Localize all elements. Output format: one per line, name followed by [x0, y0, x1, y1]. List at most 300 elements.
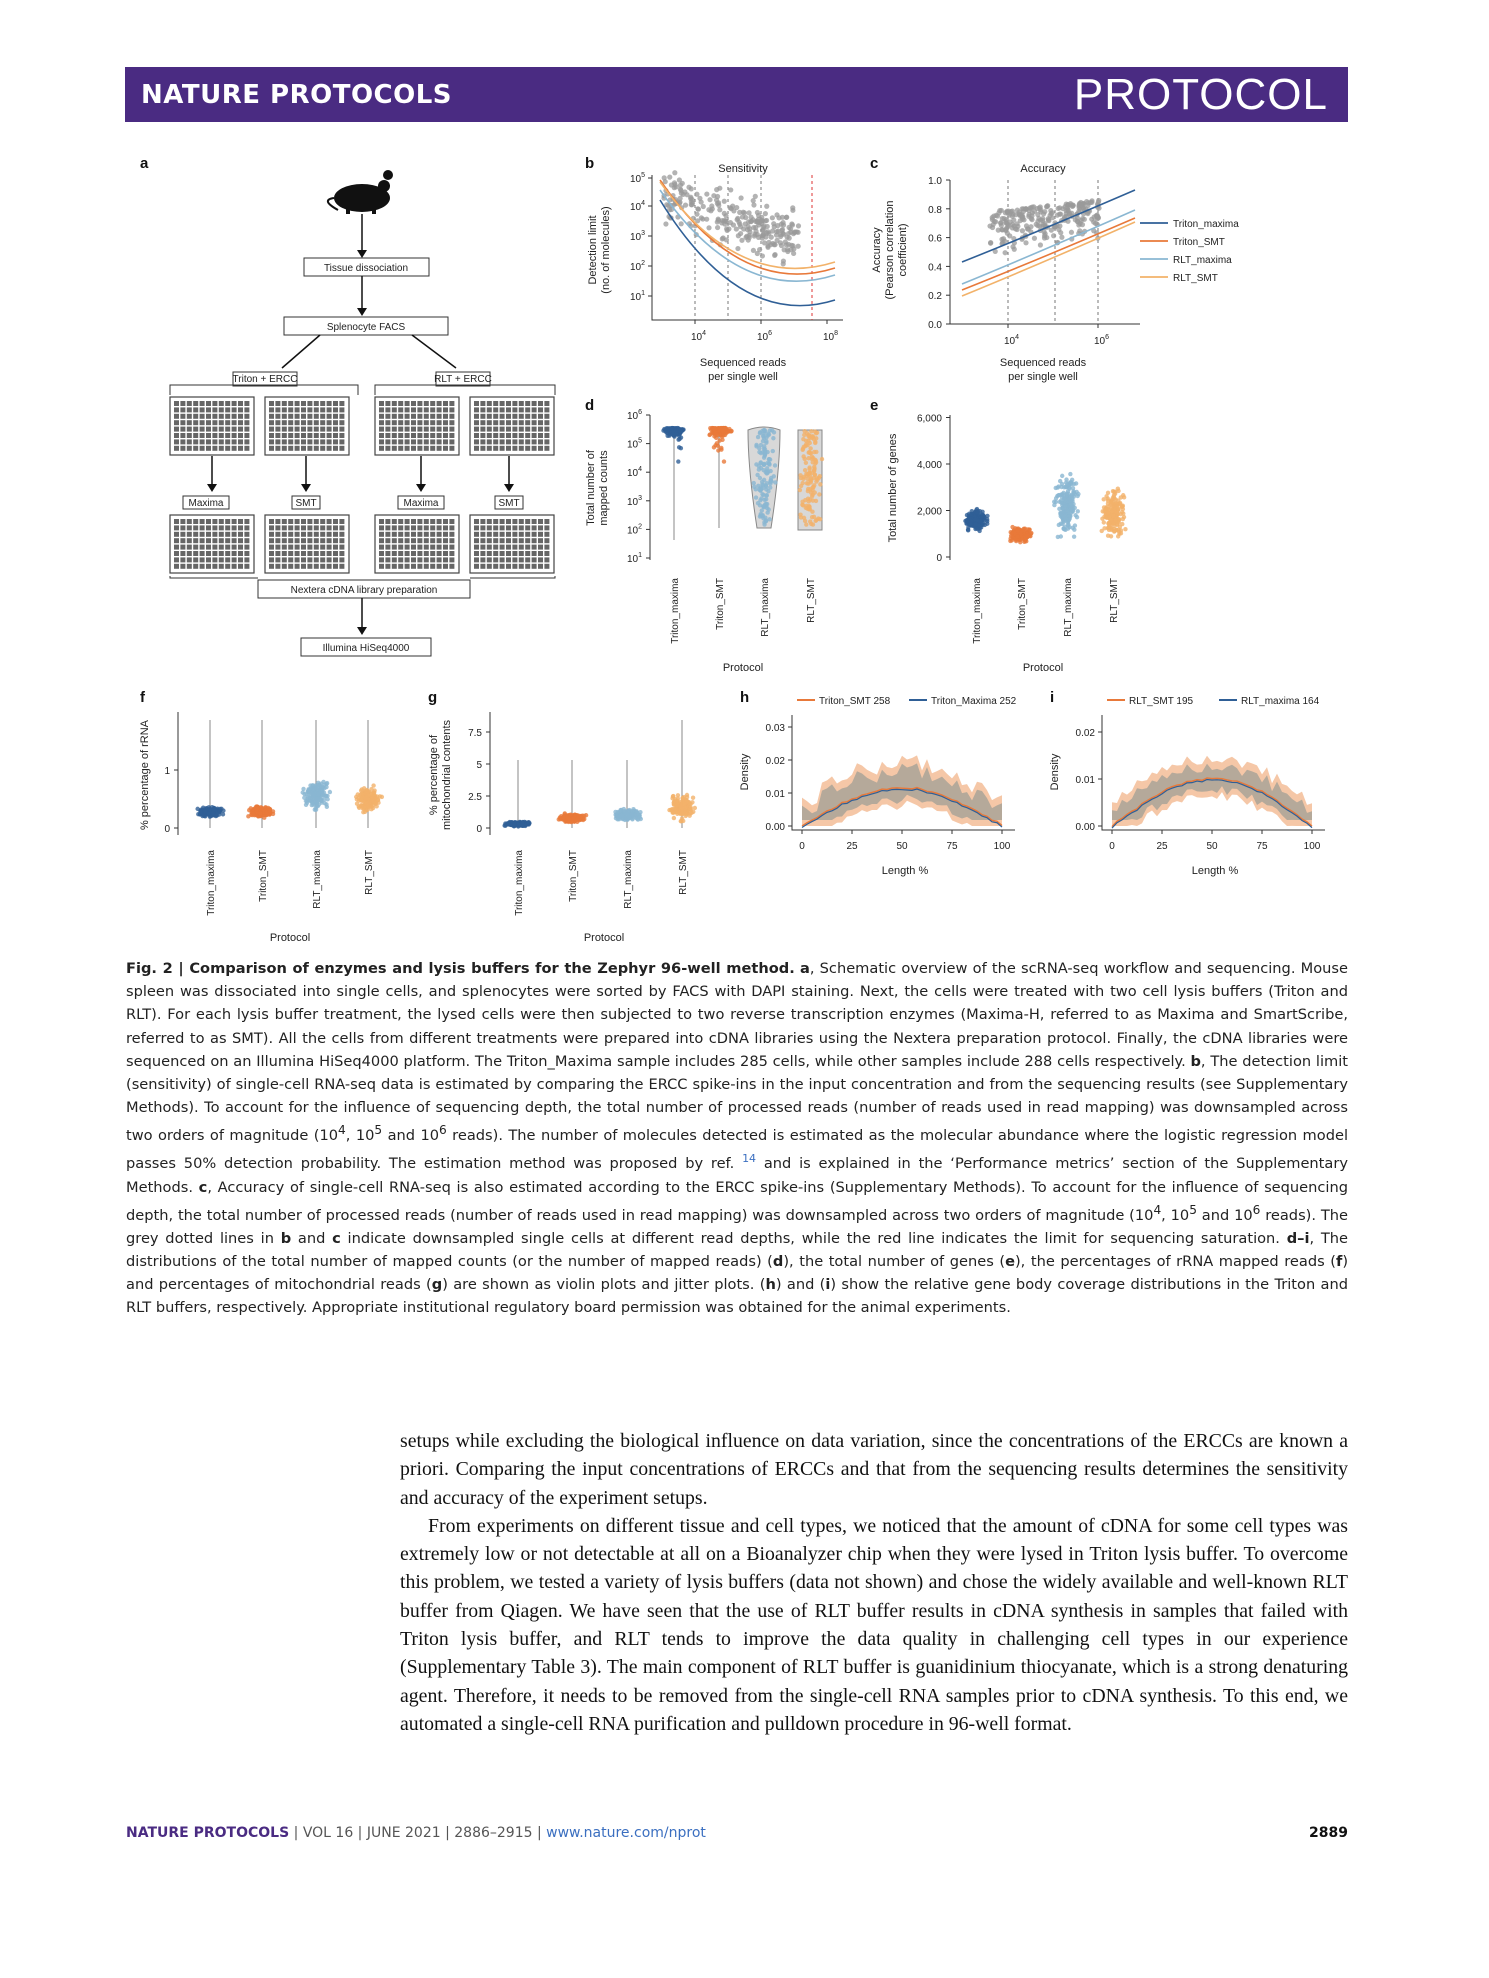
- plate-well: [405, 401, 410, 406]
- plate-well: [339, 525, 344, 530]
- plate-well: [269, 414, 274, 419]
- data-point: [734, 205, 739, 210]
- y-tick-label: $10^6$: [626, 409, 642, 422]
- plate-well: [443, 439, 448, 444]
- plate-well: [405, 545, 410, 550]
- plate-well: [506, 414, 511, 419]
- data-point: [738, 195, 743, 200]
- data-point: [1069, 509, 1073, 513]
- plate-well: [480, 564, 485, 569]
- plate-well: [443, 545, 448, 550]
- plate-well: [187, 532, 192, 537]
- section-label: PROTOCOL: [1073, 70, 1328, 119]
- plate-well: [339, 545, 344, 550]
- y-tick-label: 0.8: [928, 204, 942, 216]
- plate-well: [282, 525, 287, 530]
- plate-well: [314, 420, 319, 425]
- plate-well: [398, 401, 403, 406]
- plate-well: [200, 545, 205, 550]
- plate-well: [544, 433, 549, 438]
- plate-well: [225, 420, 230, 425]
- plate-well: [538, 519, 543, 524]
- plate-well: [288, 564, 293, 569]
- data-point: [512, 822, 516, 826]
- plate-well: [480, 551, 485, 556]
- plate-well: [275, 551, 280, 556]
- data-point: [767, 462, 771, 466]
- plate-well: [493, 427, 498, 432]
- data-point: [561, 815, 565, 819]
- x-tick-label: $10^4$: [691, 330, 707, 343]
- plate-well: [193, 564, 198, 569]
- data-point: [672, 816, 676, 820]
- panel-c-ylabel-2: (Pearson correlation: [884, 200, 896, 300]
- plate-well: [320, 427, 325, 432]
- data-point: [679, 221, 684, 226]
- plate-well: [339, 407, 344, 412]
- plate-well: [512, 538, 517, 543]
- plate-well: [200, 401, 205, 406]
- plate-well: [385, 420, 390, 425]
- data-point: [762, 462, 766, 466]
- data-point: [808, 478, 812, 482]
- data-point: [1061, 491, 1065, 495]
- plate-well: [424, 420, 429, 425]
- data-point: [768, 485, 772, 489]
- y-tick-label: $10^2$: [626, 523, 642, 537]
- plate-well: [405, 538, 410, 543]
- plate-well: [405, 433, 410, 438]
- plate-well: [301, 407, 306, 412]
- data-point: [311, 787, 315, 791]
- plate-well: [307, 407, 312, 412]
- data-point: [1080, 201, 1085, 206]
- plate-well: [500, 439, 505, 444]
- data-point: [761, 513, 765, 517]
- plate-well: [449, 525, 454, 530]
- plate-well: [532, 414, 537, 419]
- plate-well: [288, 532, 293, 537]
- plate-well: [225, 407, 230, 412]
- data-point: [258, 811, 262, 815]
- data-point: [1018, 540, 1022, 544]
- footer-url-link[interactable]: www.nature.com/nprot: [546, 1825, 706, 1841]
- data-point: [764, 497, 768, 501]
- plate-well: [500, 532, 505, 537]
- panel-c: [870, 155, 1239, 383]
- plate-well: [379, 401, 384, 406]
- plate-well: [443, 564, 448, 569]
- data-point: [266, 806, 270, 810]
- panel-e-letter: e: [870, 397, 879, 414]
- plate-well: [430, 557, 435, 562]
- caption-citation-link[interactable]: 14: [742, 1152, 757, 1166]
- plate-well: [437, 401, 442, 406]
- data-point: [756, 435, 760, 439]
- plate-well: [174, 420, 179, 425]
- data-point: [1060, 474, 1064, 478]
- plate-well: [288, 427, 293, 432]
- data-point: [571, 816, 575, 820]
- plate-well: [506, 525, 511, 530]
- plate-well: [538, 433, 543, 438]
- plate-well: [193, 420, 198, 425]
- plate-well: [288, 433, 293, 438]
- plate-well: [443, 427, 448, 432]
- data-point: [1000, 216, 1005, 221]
- plate-well: [206, 519, 211, 524]
- data-point: [791, 251, 796, 256]
- x-tick-label: 50: [896, 841, 908, 852]
- plate-well: [493, 401, 498, 406]
- plate-well: [275, 401, 280, 406]
- plate-well: [180, 525, 185, 530]
- plate-well: [275, 407, 280, 412]
- panel-a-letter: a: [140, 155, 149, 172]
- data-point: [1059, 235, 1064, 240]
- data-point: [803, 444, 807, 448]
- data-point: [810, 436, 814, 440]
- plate-well: [339, 433, 344, 438]
- plate-well: [275, 532, 280, 537]
- data-point: [218, 809, 222, 813]
- plate-well: [174, 407, 179, 412]
- panel-h-ylabel: Density: [739, 753, 751, 791]
- plate-well: [232, 532, 237, 537]
- data-point: [1072, 491, 1076, 495]
- plate-well: [512, 545, 517, 550]
- plate-well: [225, 564, 230, 569]
- data-point: [1119, 495, 1123, 499]
- y-tick-label: 6,000: [916, 413, 942, 425]
- data-point: [1038, 242, 1043, 247]
- plate-well: [411, 427, 416, 432]
- plate-well: [295, 439, 300, 444]
- data-point: [807, 471, 811, 475]
- plate-well: [405, 532, 410, 537]
- data-point: [1035, 219, 1040, 224]
- data-point: [760, 253, 765, 258]
- caption-ref-b: b: [1190, 1052, 1201, 1070]
- plate-well: [269, 433, 274, 438]
- plate-well: [512, 407, 517, 412]
- footer-sep: |: [289, 1825, 303, 1841]
- data-point: [321, 793, 325, 797]
- plate-well: [212, 551, 217, 556]
- plate-well: [301, 557, 306, 562]
- plate-well: [327, 407, 332, 412]
- data-point: [767, 507, 771, 511]
- plate-well: [437, 519, 442, 524]
- figure-caption: [126, 957, 1348, 1320]
- plate-well: [288, 551, 293, 556]
- plate-well: [480, 414, 485, 419]
- panel-g-xlabel: Protocol: [583, 932, 625, 944]
- caption-sup: 4: [1153, 1202, 1162, 1217]
- plate-well: [206, 564, 211, 569]
- data-point: [1064, 477, 1068, 481]
- data-point: [787, 236, 792, 241]
- arrow-head: [504, 484, 514, 492]
- caption-text: ), the total number of genes (: [783, 1253, 1006, 1271]
- plate-well: [392, 564, 397, 569]
- plate-well: [314, 564, 319, 569]
- y-tick-label: 0.03: [765, 723, 785, 734]
- data-point: [635, 817, 639, 821]
- plate-well: [493, 532, 498, 537]
- plate-well: [307, 420, 312, 425]
- caption-ref-h: h: [765, 1276, 776, 1294]
- plate-well: [288, 414, 293, 419]
- data-point: [1025, 533, 1029, 537]
- data-point: [517, 823, 521, 827]
- plate-well: [320, 557, 325, 562]
- plate-well: [275, 433, 280, 438]
- plate-well: [295, 433, 300, 438]
- plate-well: [424, 427, 429, 432]
- plate-well: [525, 407, 530, 412]
- category-label: RLT_SMT: [364, 850, 375, 895]
- plate-well: [538, 532, 543, 537]
- panel-d-ylabel-2: mapped counts: [598, 450, 610, 526]
- plate-well: [525, 420, 530, 425]
- plate-well: [244, 439, 249, 444]
- data-point: [747, 235, 752, 240]
- plate-well: [295, 564, 300, 569]
- plate-well: [219, 414, 224, 419]
- plate-well: [200, 420, 205, 425]
- plate-well: [532, 564, 537, 569]
- data-point: [772, 430, 776, 434]
- caption-ref-f: f: [1335, 1253, 1343, 1271]
- plate-well: [244, 532, 249, 537]
- page-number: 2889: [1309, 1825, 1348, 1841]
- plate-well: [288, 446, 293, 451]
- data-point: [1062, 510, 1066, 514]
- data-point: [1102, 520, 1106, 524]
- plate-well: [238, 414, 243, 419]
- data-point: [1096, 200, 1101, 205]
- plate-well: [219, 420, 224, 425]
- data-point: [818, 482, 822, 486]
- plate-well: [437, 538, 442, 543]
- plate-well: [244, 433, 249, 438]
- footer-sep: |: [440, 1825, 455, 1841]
- x-tick-label: 50: [1206, 841, 1218, 852]
- caption-text: indicate downsampled single cells at different read depths, while the red line indicates the limit for sequencing saturation.: [340, 1229, 1287, 1247]
- plate-well: [443, 433, 448, 438]
- data-point: [773, 480, 777, 484]
- panel-d-xlabel: Protocol: [722, 662, 764, 674]
- plate-well: [500, 545, 505, 550]
- data-point: [774, 232, 779, 237]
- plate-well: [493, 525, 498, 530]
- plate-well: [532, 401, 537, 406]
- caption-sup: 5: [374, 1123, 383, 1138]
- data-point: [1100, 529, 1104, 533]
- data-point: [783, 239, 788, 244]
- category-label: Triton_SMT: [715, 578, 726, 630]
- plate-well: [474, 420, 479, 425]
- data-point: [1112, 508, 1116, 512]
- plate-well: [506, 564, 511, 569]
- data-point: [775, 238, 780, 243]
- y-tick-label: 0.02: [765, 756, 785, 767]
- data-point: [781, 261, 786, 266]
- plate-well: [417, 525, 422, 530]
- plate-well: [339, 532, 344, 537]
- y-tick-label: 1.0: [928, 176, 942, 187]
- data-point: [1052, 500, 1056, 504]
- data-point: [722, 199, 727, 204]
- data-point: [785, 249, 790, 254]
- plate-well: [320, 545, 325, 550]
- data-point: [1112, 493, 1116, 497]
- plate-well: [212, 414, 217, 419]
- legend-label: RLT_SMT: [1173, 273, 1218, 284]
- plate-well: [506, 407, 511, 412]
- plate-well: [512, 564, 517, 569]
- plate-well: [333, 439, 338, 444]
- plate-well: [474, 439, 479, 444]
- plate-well: [385, 564, 390, 569]
- data-point: [324, 785, 328, 789]
- plate-well: [225, 545, 230, 550]
- y-tick-label: 0: [164, 824, 170, 835]
- plate-well: [193, 525, 198, 530]
- data-point: [753, 225, 758, 230]
- footer-volume: VOL 16: [302, 1825, 354, 1841]
- data-point: [1121, 511, 1125, 515]
- plate-well: [392, 446, 397, 451]
- figure-2: [0, 0, 1489, 950]
- plate-well: [288, 420, 293, 425]
- data-point: [677, 445, 681, 449]
- caption-text: and is explained in the ‘Performance metrics’ section of the Supplementary Methods.: [126, 1155, 1348, 1196]
- data-point: [997, 208, 1002, 213]
- plate-well: [187, 420, 192, 425]
- data-point: [1003, 250, 1008, 255]
- page-footer: [126, 1825, 1348, 1841]
- data-point: [765, 243, 770, 248]
- plate-well: [392, 545, 397, 550]
- data-point: [203, 810, 207, 814]
- plate-well: [187, 545, 192, 550]
- plate-well: [212, 439, 217, 444]
- plate-well: [238, 420, 243, 425]
- plate-well: [424, 564, 429, 569]
- data-point: [741, 226, 746, 231]
- data-point: [1032, 236, 1037, 241]
- plate-well: [288, 525, 293, 530]
- plate-well: [405, 525, 410, 530]
- plate-well: [212, 532, 217, 537]
- panel-d-letter: d: [585, 397, 595, 414]
- step-rlt-ercc: RLT + ERCC: [434, 374, 492, 385]
- data-point: [990, 225, 995, 230]
- plate-well: [506, 433, 511, 438]
- plate-well: [544, 538, 549, 543]
- plate-well: [282, 538, 287, 543]
- data-point: [360, 795, 364, 799]
- data-point: [812, 468, 816, 472]
- plate-well: [411, 532, 416, 537]
- plate-well: [301, 446, 306, 451]
- plate-well: [493, 446, 498, 451]
- data-point: [310, 797, 314, 801]
- data-point: [354, 795, 358, 799]
- plate-well: [519, 414, 524, 419]
- plate-well: [200, 557, 205, 562]
- data-point: [694, 192, 699, 197]
- plate-well: [269, 401, 274, 406]
- panel-b-title: Sensitivity: [718, 163, 768, 175]
- plate-well: [379, 433, 384, 438]
- plate-well: [430, 532, 435, 537]
- data-point: [198, 810, 202, 814]
- data-point: [694, 212, 699, 217]
- data-point: [751, 248, 756, 253]
- data-point: [768, 469, 772, 473]
- x-tick-label: $10^4$: [1004, 334, 1020, 347]
- plate-well: [269, 420, 274, 425]
- plate-well: [411, 439, 416, 444]
- plate-well: [232, 439, 237, 444]
- plate-well: [314, 439, 319, 444]
- plate-well: [392, 433, 397, 438]
- plate-well: [385, 414, 390, 419]
- plate-well: [327, 401, 332, 406]
- data-point: [324, 802, 328, 806]
- data-point: [221, 812, 225, 816]
- category-label: RLT_SMT: [1109, 578, 1120, 623]
- plate-well: [282, 401, 287, 406]
- data-point: [757, 467, 761, 471]
- plate-well: [512, 433, 517, 438]
- data-point: [366, 793, 370, 797]
- legend-label: Triton_maxima: [1173, 219, 1239, 230]
- plate-well: [506, 439, 511, 444]
- legend-label: Triton_Maxima 252: [931, 696, 1017, 707]
- plate-well: [238, 564, 243, 569]
- data-point: [780, 215, 785, 220]
- step-smt-1: SMT: [295, 498, 317, 509]
- plate-well: [512, 427, 517, 432]
- y-tick-label: $10^3$: [629, 230, 645, 243]
- plate-well: [411, 545, 416, 550]
- plate-well: [480, 420, 485, 425]
- plate-well: [301, 538, 306, 543]
- plate-well: [430, 564, 435, 569]
- plate-well: [385, 545, 390, 550]
- plate-well: [411, 519, 416, 524]
- plate-well: [392, 519, 397, 524]
- y-tick-label: 0: [476, 824, 482, 835]
- plate-well: [301, 545, 306, 550]
- step-triton-ercc: Triton + ERCC: [232, 374, 298, 385]
- mouse-icon: [328, 170, 393, 214]
- plate-well: [525, 414, 530, 419]
- plate-well: [282, 407, 287, 412]
- plate-well: [532, 545, 537, 550]
- plate-well: [411, 525, 416, 530]
- plate-well: [487, 446, 492, 451]
- data-point: [802, 429, 806, 433]
- plate-well: [232, 446, 237, 451]
- plate-well: [275, 420, 280, 425]
- data-point: [357, 806, 361, 810]
- data-point: [716, 200, 721, 205]
